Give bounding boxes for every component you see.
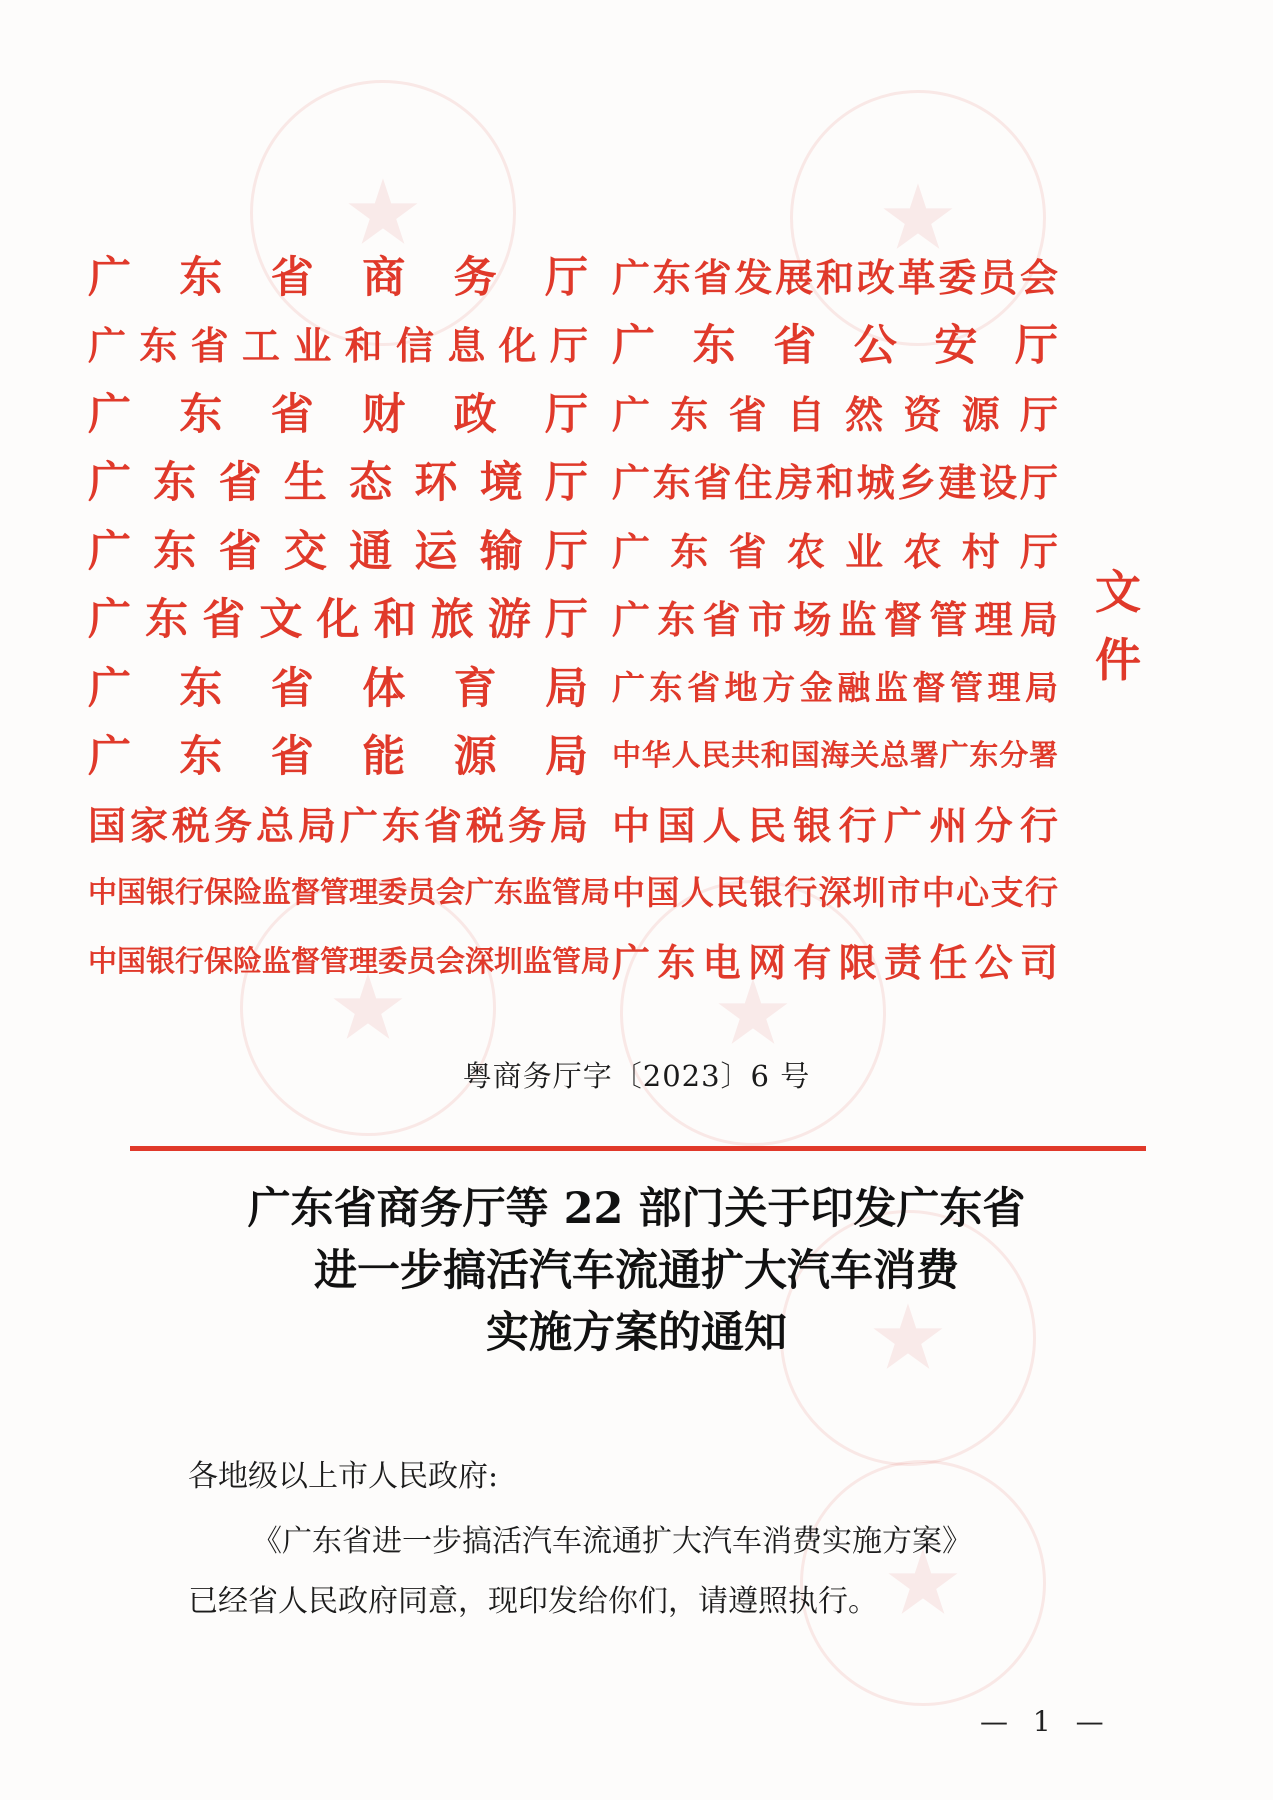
issuer-row [88, 720, 1078, 789]
issuer-name: 广东省发展和改革委员会 [612, 254, 1058, 300]
issuer-name: 广东省文化和旅游厅 [88, 595, 588, 646]
issuer-name: 广东省财政厅 [88, 389, 588, 440]
document-number: 粤商务厅字〔2023〕6 号 [462, 1059, 811, 1093]
title-line: 进一步搞活汽车流通扩大汽车消费 [314, 1246, 959, 1296]
paragraph-line: 已经省人民政府同意，现印发给你们，请遵照执行。 [188, 1584, 878, 1619]
paragraph-line: 《广东省进一步搞活汽车流通扩大汽车消费实施方案》 [252, 1524, 972, 1559]
issuer-name: 广东省市场监督管理局 [612, 597, 1058, 643]
issuer-name: 广东省公安厅 [612, 321, 1058, 372]
issuer-name: 中国银行保险监督管理委员会广东监管局 [88, 875, 611, 910]
body-paragraph [188, 1512, 1088, 1632]
title-line: 广东省商务厅等 22 部门关于印发广东省 [247, 1184, 1026, 1234]
issuer-row [88, 240, 1078, 309]
salutation: 各地级以上市人民政府: [188, 1459, 499, 1494]
issuer-name: 中华人民共和国海关总署广东分署 [612, 738, 1058, 773]
issuer-row [88, 514, 1078, 583]
issuer-name: 中国人民银行广州分行 [612, 802, 1058, 848]
issuer-row [88, 925, 1078, 994]
issuer-header [88, 240, 1078, 994]
issuer-name: 广东省地方金融监督管理局 [612, 667, 1058, 707]
issuer-row [88, 651, 1078, 720]
issuer-name: 广东省生态环境厅 [88, 458, 588, 509]
issuer-row [88, 583, 1078, 652]
page-number: — 1 — [980, 1705, 1112, 1738]
issuer-name: 广东省自然资源厅 [612, 391, 1058, 437]
issuer-row [88, 377, 1078, 446]
issuer-name: 广东省商务厅 [88, 252, 588, 303]
red-divider [130, 1146, 1146, 1151]
document-title [0, 1178, 1273, 1364]
issuer-name: 国家税务总局广东省税务局 [88, 802, 588, 848]
issuer-name: 广东省工业和信息化厅 [88, 323, 588, 369]
issuer-name: 广东省交通运输厅 [88, 526, 588, 577]
issuer-name: 中国银行保险监督管理委员会深圳监管局 [88, 943, 611, 978]
issuer-name: 广东省农业农村厅 [612, 528, 1058, 574]
issuer-row [88, 309, 1078, 378]
issuer-name: 中国人民银行深圳市中心支行 [612, 873, 1058, 913]
issuer-name: 广东省住房和城乡建设厅 [612, 460, 1058, 506]
issuer-name: 广东省能源局 [88, 732, 588, 783]
issuer-row [88, 446, 1078, 515]
issuer-row [88, 857, 1078, 926]
title-line: 实施方案的通知 [486, 1308, 787, 1358]
issuer-name: 广东电网有限责任公司 [612, 939, 1058, 985]
document-type-label: 文件 [1095, 565, 1141, 687]
issuer-row [88, 788, 1078, 857]
issuer-name: 广东省体育局 [88, 663, 588, 714]
